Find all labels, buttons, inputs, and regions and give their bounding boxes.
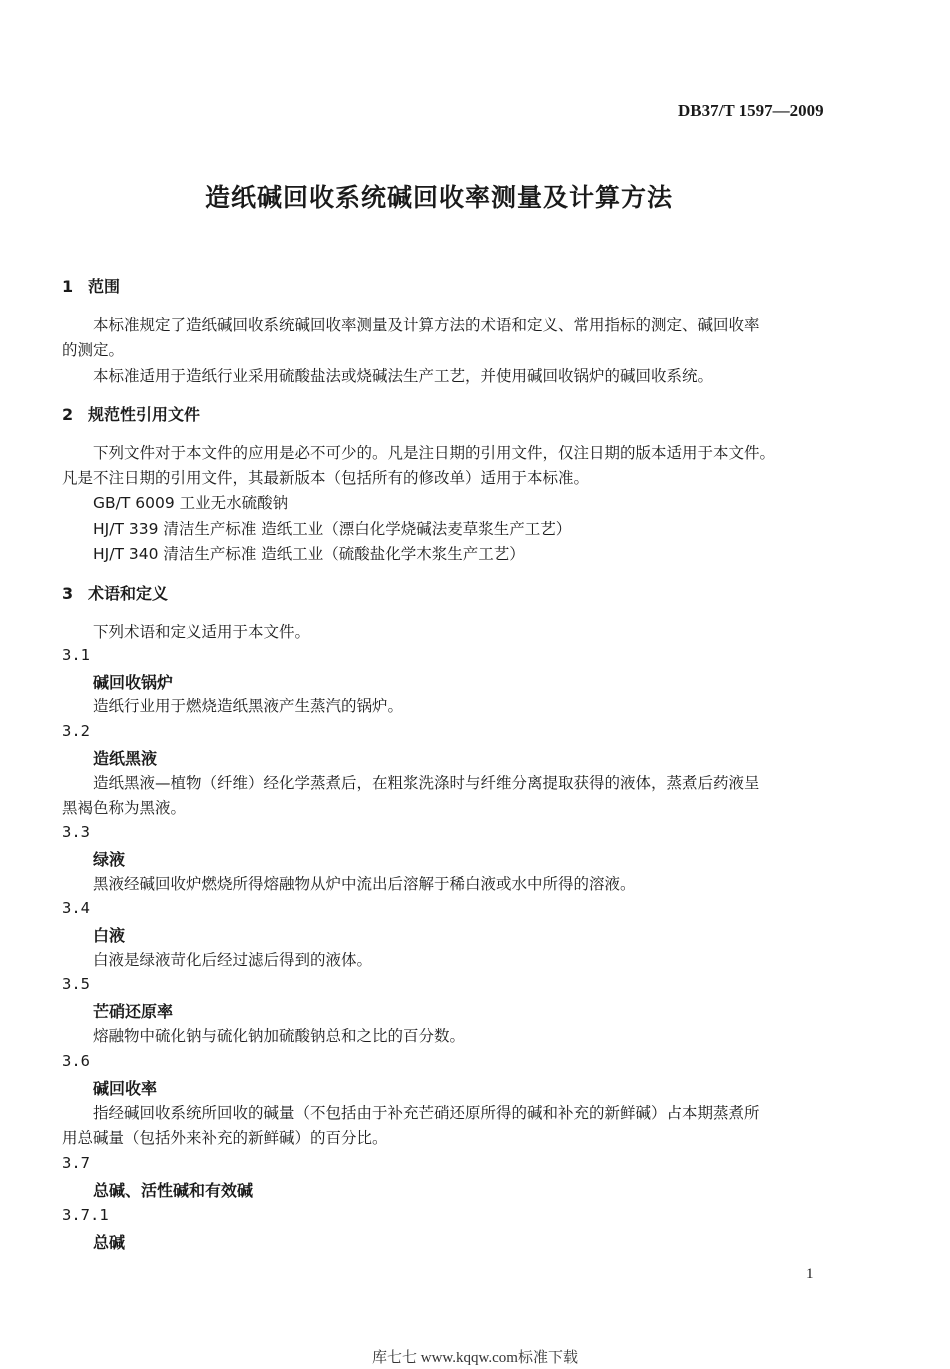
paragraph: 下列文件对于本文件的应用是必不可少的。凡是注日期的引用文件，仅注日期的版本适用于本文件。 bbox=[93, 444, 776, 462]
clause-number: 3.2 bbox=[62, 722, 90, 740]
term: 碱回收率 bbox=[93, 1079, 158, 1098]
definition: 造纸行业用于燃烧造纸黑液产生蒸汽的锅炉。 bbox=[93, 697, 404, 715]
definition: 造纸黑液—植物（纤维）经化学蒸煮后，在粗浆洗涤时与纤维分离提取获得的液体，蒸煮后药液呈 bbox=[93, 774, 760, 792]
term: 总碱 bbox=[93, 1233, 126, 1252]
clause-number: 3.5 bbox=[62, 975, 90, 993]
page-title: 造纸碱回收系统碱回收率测量及计算方法 bbox=[204, 183, 673, 212]
document-code: DB37/T 1597—2009 bbox=[678, 101, 824, 120]
clause-number: 3.6 bbox=[62, 1052, 90, 1070]
definition: 用总碱量（包括外来补充的新鲜碱）的百分比。 bbox=[62, 1129, 388, 1147]
site-watermark: 库七七 www.kqqw.com标准下载 bbox=[372, 1350, 578, 1366]
section-3-heading bbox=[62, 581, 168, 604]
paragraph: 的测定。 bbox=[62, 341, 125, 359]
definition: 黑液经碱回收炉燃烧所得熔融物从炉中流出后溶解于稀白液或水中所得的溶液。 bbox=[93, 875, 636, 893]
definition: 白液是绿液苛化后经过滤后得到的液体。 bbox=[93, 951, 373, 969]
term: 绿液 bbox=[93, 850, 126, 869]
section-1-heading bbox=[62, 274, 120, 297]
section-title: 规范性引用文件 bbox=[88, 405, 201, 424]
term: 碱回收锅炉 bbox=[93, 673, 174, 692]
paragraph: 本标准适用于造纸行业采用硫酸盐法或烧碱法生产工艺，并使用碱回收锅炉的碱回收系统。 bbox=[93, 367, 714, 385]
paragraph: 本标准规定了造纸碱回收系统碱回收率测量及计算方法的术语和定义、常用指标的测定、碱回收率 bbox=[93, 316, 760, 334]
clause-number: 3.1 bbox=[62, 646, 90, 664]
clause-number: 3.7.1 bbox=[62, 1206, 109, 1224]
definition: 黑褐色称为黑液。 bbox=[62, 799, 187, 817]
section-number: 1 bbox=[62, 277, 74, 296]
section-2-heading bbox=[62, 402, 200, 425]
section-number: 2 bbox=[62, 405, 74, 424]
reference-item: HJ/T 339 清洁生产标准 造纸工业（漂白化学烧碱法麦草浆生产工艺） bbox=[93, 520, 572, 538]
term: 总碱、活性碱和有效碱 bbox=[93, 1181, 254, 1200]
paragraph: 下列术语和定义适用于本文件。 bbox=[93, 623, 311, 641]
term: 白液 bbox=[93, 926, 126, 945]
page-number: 1 bbox=[806, 1266, 814, 1282]
definition: 指经碱回收系统所回收的碱量（不包括由于补充芒硝还原所得的碱和补充的新鲜碱）占本期蒸煮所 bbox=[93, 1104, 760, 1122]
section-title: 术语和定义 bbox=[88, 584, 169, 603]
paragraph: 凡是不注日期的引用文件，其最新版本（包括所有的修改单）适用于本标准。 bbox=[62, 469, 590, 487]
clause-number: 3.7 bbox=[62, 1154, 90, 1172]
section-title: 范围 bbox=[88, 277, 121, 296]
reference-item: HJ/T 340 清洁生产标准 造纸工业（硫酸盐化学木浆生产工艺） bbox=[93, 545, 525, 563]
clause-number: 3.4 bbox=[62, 899, 90, 917]
reference-item: GB/T 6009 工业无水硫酸钠 bbox=[93, 494, 289, 512]
clause-number: 3.3 bbox=[62, 823, 90, 841]
section-number: 3 bbox=[62, 584, 74, 603]
term: 造纸黑液 bbox=[93, 749, 158, 768]
term: 芒硝还原率 bbox=[93, 1002, 174, 1021]
definition: 熔融物中硫化钠与硫化钠加硫酸钠总和之比的百分数。 bbox=[93, 1027, 466, 1045]
